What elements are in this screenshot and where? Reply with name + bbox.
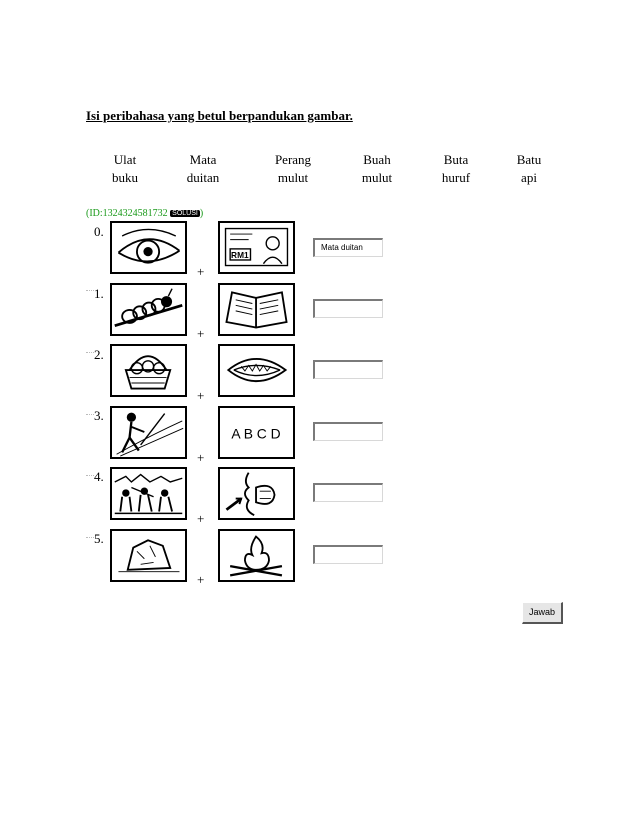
- question-number: 2.: [94, 347, 104, 362]
- banknote-icon: [218, 221, 295, 274]
- answer-input[interactable]: [313, 483, 383, 502]
- word-bank-item: Perang mulut: [274, 152, 312, 185]
- caterpillar-icon: [110, 283, 187, 336]
- question-number: 0.: [94, 224, 104, 239]
- eye-icon: [110, 221, 187, 274]
- fire-icon: [218, 529, 295, 582]
- question-number: 4.: [94, 469, 104, 484]
- answer-input[interactable]: [313, 299, 383, 318]
- word-bank-item: Batu api: [516, 152, 542, 185]
- instruction-title: Isi peribahasa yang betul berpandukan gambar.: [86, 108, 353, 123]
- rock-icon: [110, 529, 187, 582]
- question-number: 3.: [94, 408, 104, 423]
- answer-input[interactable]: [313, 422, 383, 441]
- question-number: 1.: [94, 286, 104, 301]
- book-icon: [218, 283, 295, 336]
- speaking-mouth-icon: [218, 467, 295, 520]
- plus-sign: +: [197, 450, 205, 465]
- word-bank-item: Mata duitan: [186, 152, 220, 185]
- word-bank-item: Buta huruf: [441, 152, 471, 185]
- solution-tag[interactable]: SOLUSI: [172, 210, 198, 218]
- answer-input[interactable]: [313, 360, 383, 379]
- plus-sign: +: [197, 388, 205, 403]
- svg-text:RM1: RM1: [231, 250, 249, 261]
- svg-text:A B C D: A B C D: [231, 425, 281, 442]
- submit-button[interactable]: Jawab: [522, 602, 563, 624]
- question-number: 5.: [94, 531, 104, 546]
- question-id: (ID:1324324581732 SOLUSI ): [86, 208, 204, 219]
- word-bank-item: Buah mulut: [361, 152, 393, 185]
- plus-sign: +: [197, 511, 205, 526]
- plus-sign: +: [197, 326, 205, 341]
- word-bank-item: Ulat buku: [112, 152, 138, 185]
- war-scene-icon: [110, 467, 187, 520]
- plus-sign: +: [197, 572, 205, 587]
- plus-sign: +: [197, 264, 205, 279]
- blind-man-icon: [110, 406, 187, 459]
- mouth-icon: [218, 344, 295, 397]
- alphabet-icon: [218, 406, 295, 459]
- fruit-basket-icon: [110, 344, 187, 397]
- answer-input[interactable]: [313, 545, 383, 564]
- answer-input[interactable]: Mata duitan: [313, 238, 383, 257]
